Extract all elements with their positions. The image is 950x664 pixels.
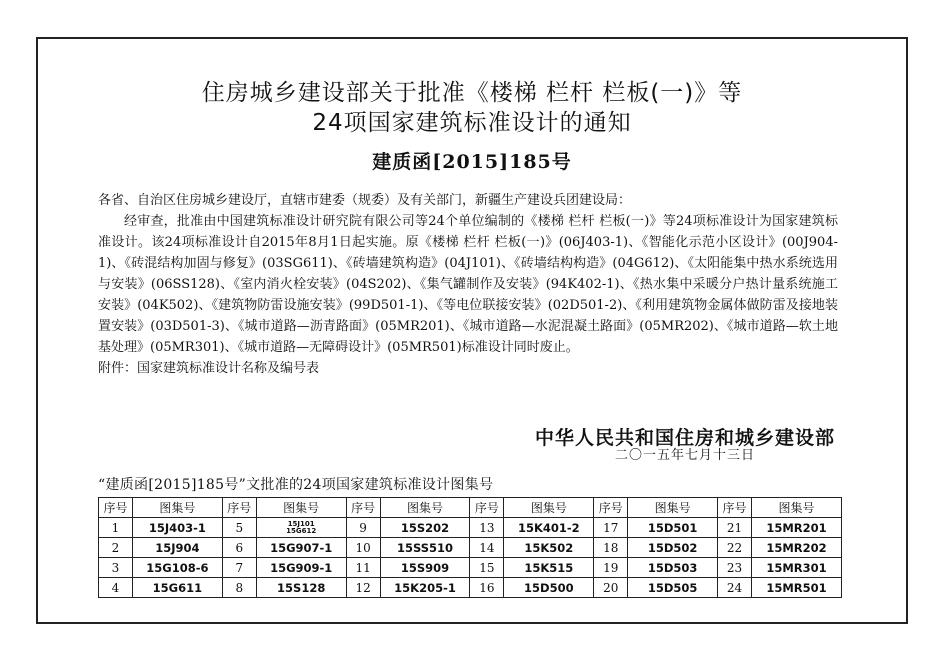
table-row bbox=[99, 518, 842, 538]
seq-cell: 14 bbox=[470, 538, 504, 558]
atlas-code-cell: 15D501 bbox=[628, 518, 718, 538]
notice-body bbox=[98, 190, 838, 379]
header-seq: 序号 bbox=[346, 498, 380, 518]
table-row bbox=[99, 578, 842, 598]
atlas-code-cell: 15SS510 bbox=[380, 538, 470, 558]
atlas-code-cell: 15G611 bbox=[132, 578, 222, 598]
atlas-code-cell: 15K502 bbox=[504, 538, 594, 558]
seq-cell: 24 bbox=[718, 578, 752, 598]
seq-cell: 17 bbox=[594, 518, 628, 538]
seq-cell: 10 bbox=[346, 538, 380, 558]
seq-cell: 22 bbox=[718, 538, 752, 558]
header-code: 图集号 bbox=[504, 498, 594, 518]
seq-cell: 8 bbox=[222, 578, 256, 598]
seq-cell: 16 bbox=[470, 578, 504, 598]
seq-cell: 15 bbox=[470, 558, 504, 578]
seq-cell: 11 bbox=[346, 558, 380, 578]
header-code: 图集号 bbox=[380, 498, 470, 518]
atlas-code-cell: 15D500 bbox=[504, 578, 594, 598]
atlas-code-cell: 15G907-1 bbox=[256, 538, 346, 558]
document-number: 建质函[2015]185号 bbox=[372, 151, 572, 173]
atlas-code-cell: 15S128 bbox=[256, 578, 346, 598]
attachment-line: 附件：国家建筑标准设计名称及编号表 bbox=[98, 361, 320, 376]
table-row bbox=[99, 558, 842, 578]
seq-cell: 6 bbox=[222, 538, 256, 558]
seq-cell: 2 bbox=[99, 538, 133, 558]
header-seq: 序号 bbox=[718, 498, 752, 518]
atlas-code-cell: 15MR202 bbox=[752, 538, 842, 558]
atlas-code-cell: 15K515 bbox=[504, 558, 594, 578]
atlas-code-cell: 15D502 bbox=[628, 538, 718, 558]
seq-cell: 5 bbox=[222, 518, 256, 538]
header-code: 图集号 bbox=[628, 498, 718, 518]
issue-date: 二〇一五年七月十三日 bbox=[614, 448, 755, 463]
header-code: 图集号 bbox=[256, 498, 346, 518]
seq-cell: 1 bbox=[99, 518, 133, 538]
seq-cell: 20 bbox=[594, 578, 628, 598]
seq-cell: 23 bbox=[718, 558, 752, 578]
atlas-code-cell: 15D503 bbox=[628, 558, 718, 578]
salutation: 各省、自治区住房城乡建设厅，直辖市建委（规委）及有关部门，新疆生产建设兵团建设局： bbox=[98, 193, 632, 208]
seq-cell: 7 bbox=[222, 558, 256, 578]
header-seq: 序号 bbox=[594, 498, 628, 518]
atlas-code-cell: 15MR301 bbox=[752, 558, 842, 578]
atlas-code-cell: 15J904 bbox=[132, 538, 222, 558]
seq-cell: 9 bbox=[346, 518, 380, 538]
atlas-code-cell: 15D505 bbox=[628, 578, 718, 598]
atlas-code-cell: 15G108-6 bbox=[132, 558, 222, 578]
header-seq: 序号 bbox=[222, 498, 256, 518]
seq-cell: 19 bbox=[594, 558, 628, 578]
main-paragraph: 经审查，批准由中国建筑标准设计研究院有限公司等24个单位编制的《楼梯 栏杆 栏板(一)》等24项标准设计为国家建筑标准设计。该24项标准设计自2015年8月1日起实施。原《楼梯 栏杆 栏板(一)》(06J403-1)、《智能化示范小区设计》(00J904-1)、《砖混结构加固与修复》(03SG611)、《砖墙建筑构造》(04J101)、《砖墙结构构造》(04G612)、《太阳能集中热水系统选用与安装》(06SS128)、《室内消火栓安装》(04S202)、《集气罐制作及安装》(94K402-1)、《热水集中采暖分户热计量系统施工安装》(04K502)、《建筑物防雷设施安装》(99D501-1)、《等电位联接安装》(02D501-2)、《利用建筑物金属体做防雷及接地装置安装》(03D501-3)、《城市道路—沥青路面》(05MR201)、《城市道路—水泥混凝土路面》(05MR202)、《城市道路—软土地基处理》(05MR301)、《城市道路—无障碍设计》(05MR501)标准设计同时废止。 bbox=[98, 214, 838, 355]
table-header-row bbox=[99, 498, 842, 518]
seq-cell: 4 bbox=[99, 578, 133, 598]
seq-cell: 18 bbox=[594, 538, 628, 558]
atlas-code-cell: 15K205-1 bbox=[380, 578, 470, 598]
atlas-code-cell: 15S909 bbox=[380, 558, 470, 578]
atlas-code-cell: 15MR501 bbox=[752, 578, 842, 598]
atlas-code-cell: 15S202 bbox=[380, 518, 470, 538]
seq-cell: 21 bbox=[718, 518, 752, 538]
header-code: 图集号 bbox=[132, 498, 222, 518]
atlas-code-cell: 15G909-1 bbox=[256, 558, 346, 578]
issuing-authority: 中华人民共和国住房和城乡建设部 bbox=[534, 427, 835, 449]
atlas-code-cell: 15J101 15G612 bbox=[256, 518, 346, 538]
title-line-2: 24项国家建筑标准设计的通知 bbox=[312, 110, 632, 136]
table-row bbox=[99, 538, 842, 558]
atlas-code-cell: 15MR201 bbox=[752, 518, 842, 538]
seq-cell: 13 bbox=[470, 518, 504, 538]
atlas-code-cell: 15K401-2 bbox=[504, 518, 594, 538]
side-watermark bbox=[0, 540, 8, 660]
header-seq: 序号 bbox=[470, 498, 504, 518]
table-caption: “建质函[2015]185号”文批准的24项国家建筑标准设计图集号 bbox=[98, 477, 494, 493]
header-seq: 序号 bbox=[99, 498, 133, 518]
seq-cell: 3 bbox=[99, 558, 133, 578]
header-code: 图集号 bbox=[752, 498, 842, 518]
atlas-code-cell: 15J403-1 bbox=[132, 518, 222, 538]
title-line-1: 住房城乡建设部关于批准《楼梯 栏杆 栏板(一)》等 bbox=[201, 80, 743, 106]
atlas-number-table bbox=[98, 497, 842, 598]
seq-cell: 12 bbox=[346, 578, 380, 598]
